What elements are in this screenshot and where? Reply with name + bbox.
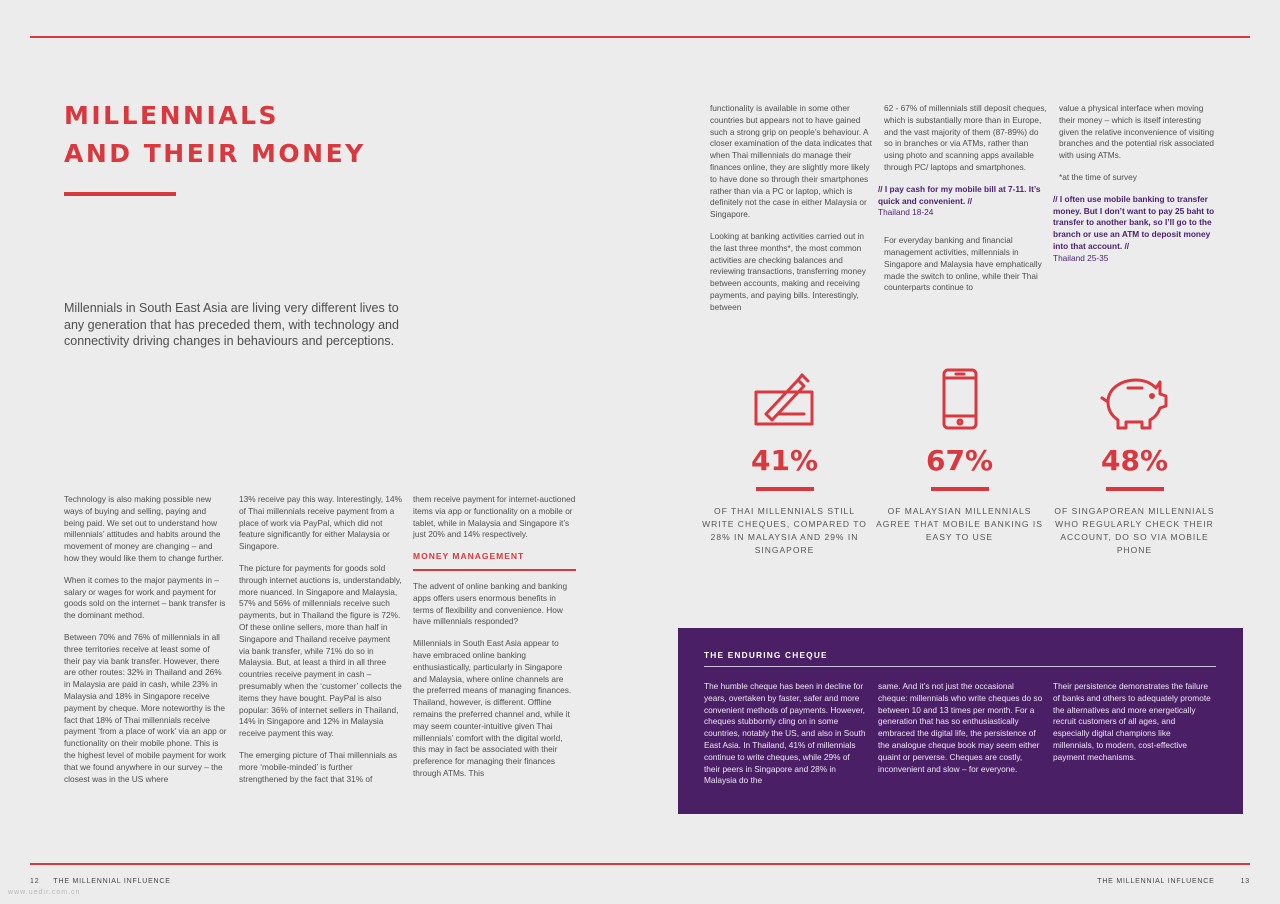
- title-line-1: MILLENNIALS: [64, 101, 280, 130]
- stat-underline: [931, 487, 989, 491]
- footnote: *at the time of survey: [1059, 171, 1137, 182]
- box-column-2: same. And it’s not just the occasional cheque: millennials who write cheques do so between 10 and 13 times per month. For a generation that has so enthusiastically embraced the digital life, the persistence of the analogue cheque book may seem either quaint or perverse. Cheques are costly, inconvenient and slow – for everyone.: [878, 681, 1043, 774]
- right-column-1: [710, 103, 875, 324]
- page-number-right: 13: [1240, 878, 1250, 885]
- page-number-left: 12: [30, 878, 40, 885]
- intro-paragraph: Millennials in South East Asia are living very different lives to any generation that has preceded them, with technology and connectivity driving changes in behaviours and perceptions.: [64, 301, 399, 348]
- left-column-2: [239, 494, 403, 795]
- paragraph: them receive payment for internet-auctioned items via app or functionality on a mobile or tablet, while in Malaysia and Singapore it’s just 20% and 14% respectively.: [413, 494, 576, 540]
- pull-quote: // I pay cash for my mobile bill at 7-11. It’s quick and convenient. //: [878, 183, 1041, 206]
- stat-underline: [1106, 487, 1164, 491]
- footer-right: [1097, 878, 1250, 885]
- right-column-3: [1053, 103, 1219, 265]
- paragraph: Looking at banking activities carried out in the last three months*, the most common activities are checking balances and reviewing transactions, transferring money between accounts, making and receiving payments, and paying bills. Interestingly, between: [710, 230, 866, 312]
- stat-value: 67%: [925, 444, 994, 477]
- footer-left: [30, 878, 171, 885]
- piggy-bank-icon: [1047, 354, 1222, 432]
- left-column-1: [64, 494, 228, 795]
- cheque-pen-icon: [697, 354, 872, 432]
- paragraph: The advent of online banking and banking apps offers users enormous benefits in terms of flexibility and convenience. How have millennials responded?: [413, 580, 568, 627]
- mobile-phone-icon: [872, 354, 1047, 432]
- left-column-3: [413, 494, 576, 790]
- enduring-cheque-box: [678, 628, 1243, 814]
- stat-caption: OF THAI MILLENNIALS STILL WRITE CHEQUES, COMPARED TO 28% IN MALAYSIA AND 29% IN SINGAPORE: [702, 506, 867, 555]
- box-column-1: The humble cheque has been in decline for years, overtaken by faster, safer and more convenient methods of payments. However, cheques stubbornly cling on in some countries, notably the US, and also in South East Asia. In Thailand, 41% of millennials continue to write cheques, while 29% of their peers in Singapore and 28% in Malaysia do the: [704, 681, 866, 786]
- paragraph: Technology is also making possible new ways of buying and selling, paying and being paid. We set out to understand how millennials’ attitudes and habits around the movement of money are changing – and how they would like them to change further.: [64, 494, 224, 563]
- quote-source: Thailand 18-24: [878, 207, 934, 218]
- paragraph: The picture for payments for goods sold through internet auctions is, understandably, more nuanced. In Singapore and Malaysia, 57% and 56% of millennials receive such payments, but in Thailand the figure is 72%. Of these online sellers, more than half in Singapore and Thailand receive payment via bank transfer, while 71% do so in Malaysia. But, at least a third in all three countries receive payment in cash – presumably when the ‘customer’ collects the items they have bought. PayPal is also popular: 36% of internet sellers in Thailand, 14% in Singapore and 12% in Malaysia receive payment this way.: [239, 562, 402, 739]
- paragraph: 62 - 67% of millennials still deposit cheques, which is substantially more than in Europe, and the vast majority of them (87-89%) do so in branches or via ATMs, rather than using photo and scanning apps available through PC/ laptops and smartphones.: [884, 103, 1047, 172]
- title-line-2: AND THEIR MONEY: [64, 139, 366, 168]
- paragraph: When it comes to the major payments in – salary or wages for work and payment for goods sold on the internet – bank transfer is the dominant method.: [64, 574, 226, 621]
- stat-mobile-banking: [872, 354, 1047, 544]
- title-underline: [64, 192, 176, 196]
- box-column-3: Their persistence demonstrates the failure of banks and others to adequately promote the alternatives and more energetically recruit customers of all ages, and especially digital champions like millennials, to modern, cost-effective payment mechanisms.: [1053, 681, 1211, 762]
- stat-cheques: [697, 354, 872, 557]
- box-heading: THE ENDURING CHEQUE: [704, 650, 1216, 667]
- paragraph: value a physical interface when moving their money – which is itself interesting given the relative inconvenience of visiting branches and the potential risk associated with using ATMs.: [1059, 103, 1214, 161]
- footer-title-right: THE MILLENNIAL INFLUENCE: [1097, 878, 1215, 885]
- pull-quote: // I often use mobile banking to transfer money. But I don’t want to pay 25 baht to transfer to another bank, so I’ll go to the branch or use an ATM to deposit money into that account. //: [1053, 193, 1215, 251]
- footer-title-left: THE MILLENNIAL INFLUENCE: [53, 878, 171, 885]
- paragraph: Millennials in South East Asia appear to have embraced online banking enthusiastically, particularly in Singapore and Malaysia, where online channels are the preferred means of managing finances. Thailand, however, is different. Offline remains the preferred channel and, while it may seem counter-intuitive given Thai millennials’ comfort with the digital world, this may in fact be associated with their preference for managing their finances through ATMs. This: [413, 638, 572, 778]
- stat-value: 41%: [750, 444, 819, 477]
- top-rule: [30, 36, 1250, 38]
- watermark: www.uedir.com.cn: [8, 889, 81, 896]
- section-heading-money-management: MONEY MANAGEMENT: [413, 551, 576, 571]
- stat-caption: OF SINGAPOREAN MILLENNIALS WHO REGULARLY CHECK THEIR ACCOUNT, DO SO VIA MOBILE PHONE: [1054, 506, 1215, 555]
- bottom-rule: [30, 863, 1250, 865]
- paragraph: The emerging picture of Thai millennials as more ‘mobile-minded’ is further strengthened by the fact that 31% of: [239, 749, 398, 784]
- quote-source: Thailand 25-35: [1053, 252, 1109, 263]
- right-column-2: [878, 103, 1049, 304]
- stat-account-check: [1047, 354, 1222, 557]
- page-title: [64, 97, 484, 173]
- paragraph: For everyday banking and financial management activities, millennials in Singapore and Malaysia have emphatically made the switch to online, while their Thai counterparts continue to: [884, 235, 1042, 293]
- paragraph: functionality is available in some other countries but appears not to have gained such a strong grip on people’s behaviour. A closer examination of the data indicates that when Thai millennials do manage their finances online, they are slightly more likely to have done so through their smartphones rather than via a PC or laptop, which is definitely not the case in either Malaysia or Singapore.: [710, 103, 872, 220]
- paragraph: 13% receive pay this way. Interestingly, 14% of Thai millennials receive payment from a place of work via PayPal, which did not feature significantly for either Malaysia or Singapore.: [239, 494, 402, 552]
- paragraph: Between 70% and 76% of millennials in all three territories receive at least some of their pay via bank transfer. However, there are other routes: 32% in Thailand and 26% in Malaysia are paid in cash, while 23% in Malaysia and 18% in Singapore receive payment by cheque. More noteworthy is the fact that 18% of Thai millennials receive payment ‘from a place of work’ via an app or functionality on their mobile phone. This is the highest level of mobile payment for work that we found anywhere in our survey – the closest was in the US where: [64, 631, 227, 784]
- stat-underline: [756, 487, 814, 491]
- stat-value: 48%: [1100, 444, 1169, 477]
- stat-caption: OF MALAYSIAN MILLENNIALS AGREE THAT MOBILE BANKING IS EASY TO USE: [876, 506, 1043, 542]
